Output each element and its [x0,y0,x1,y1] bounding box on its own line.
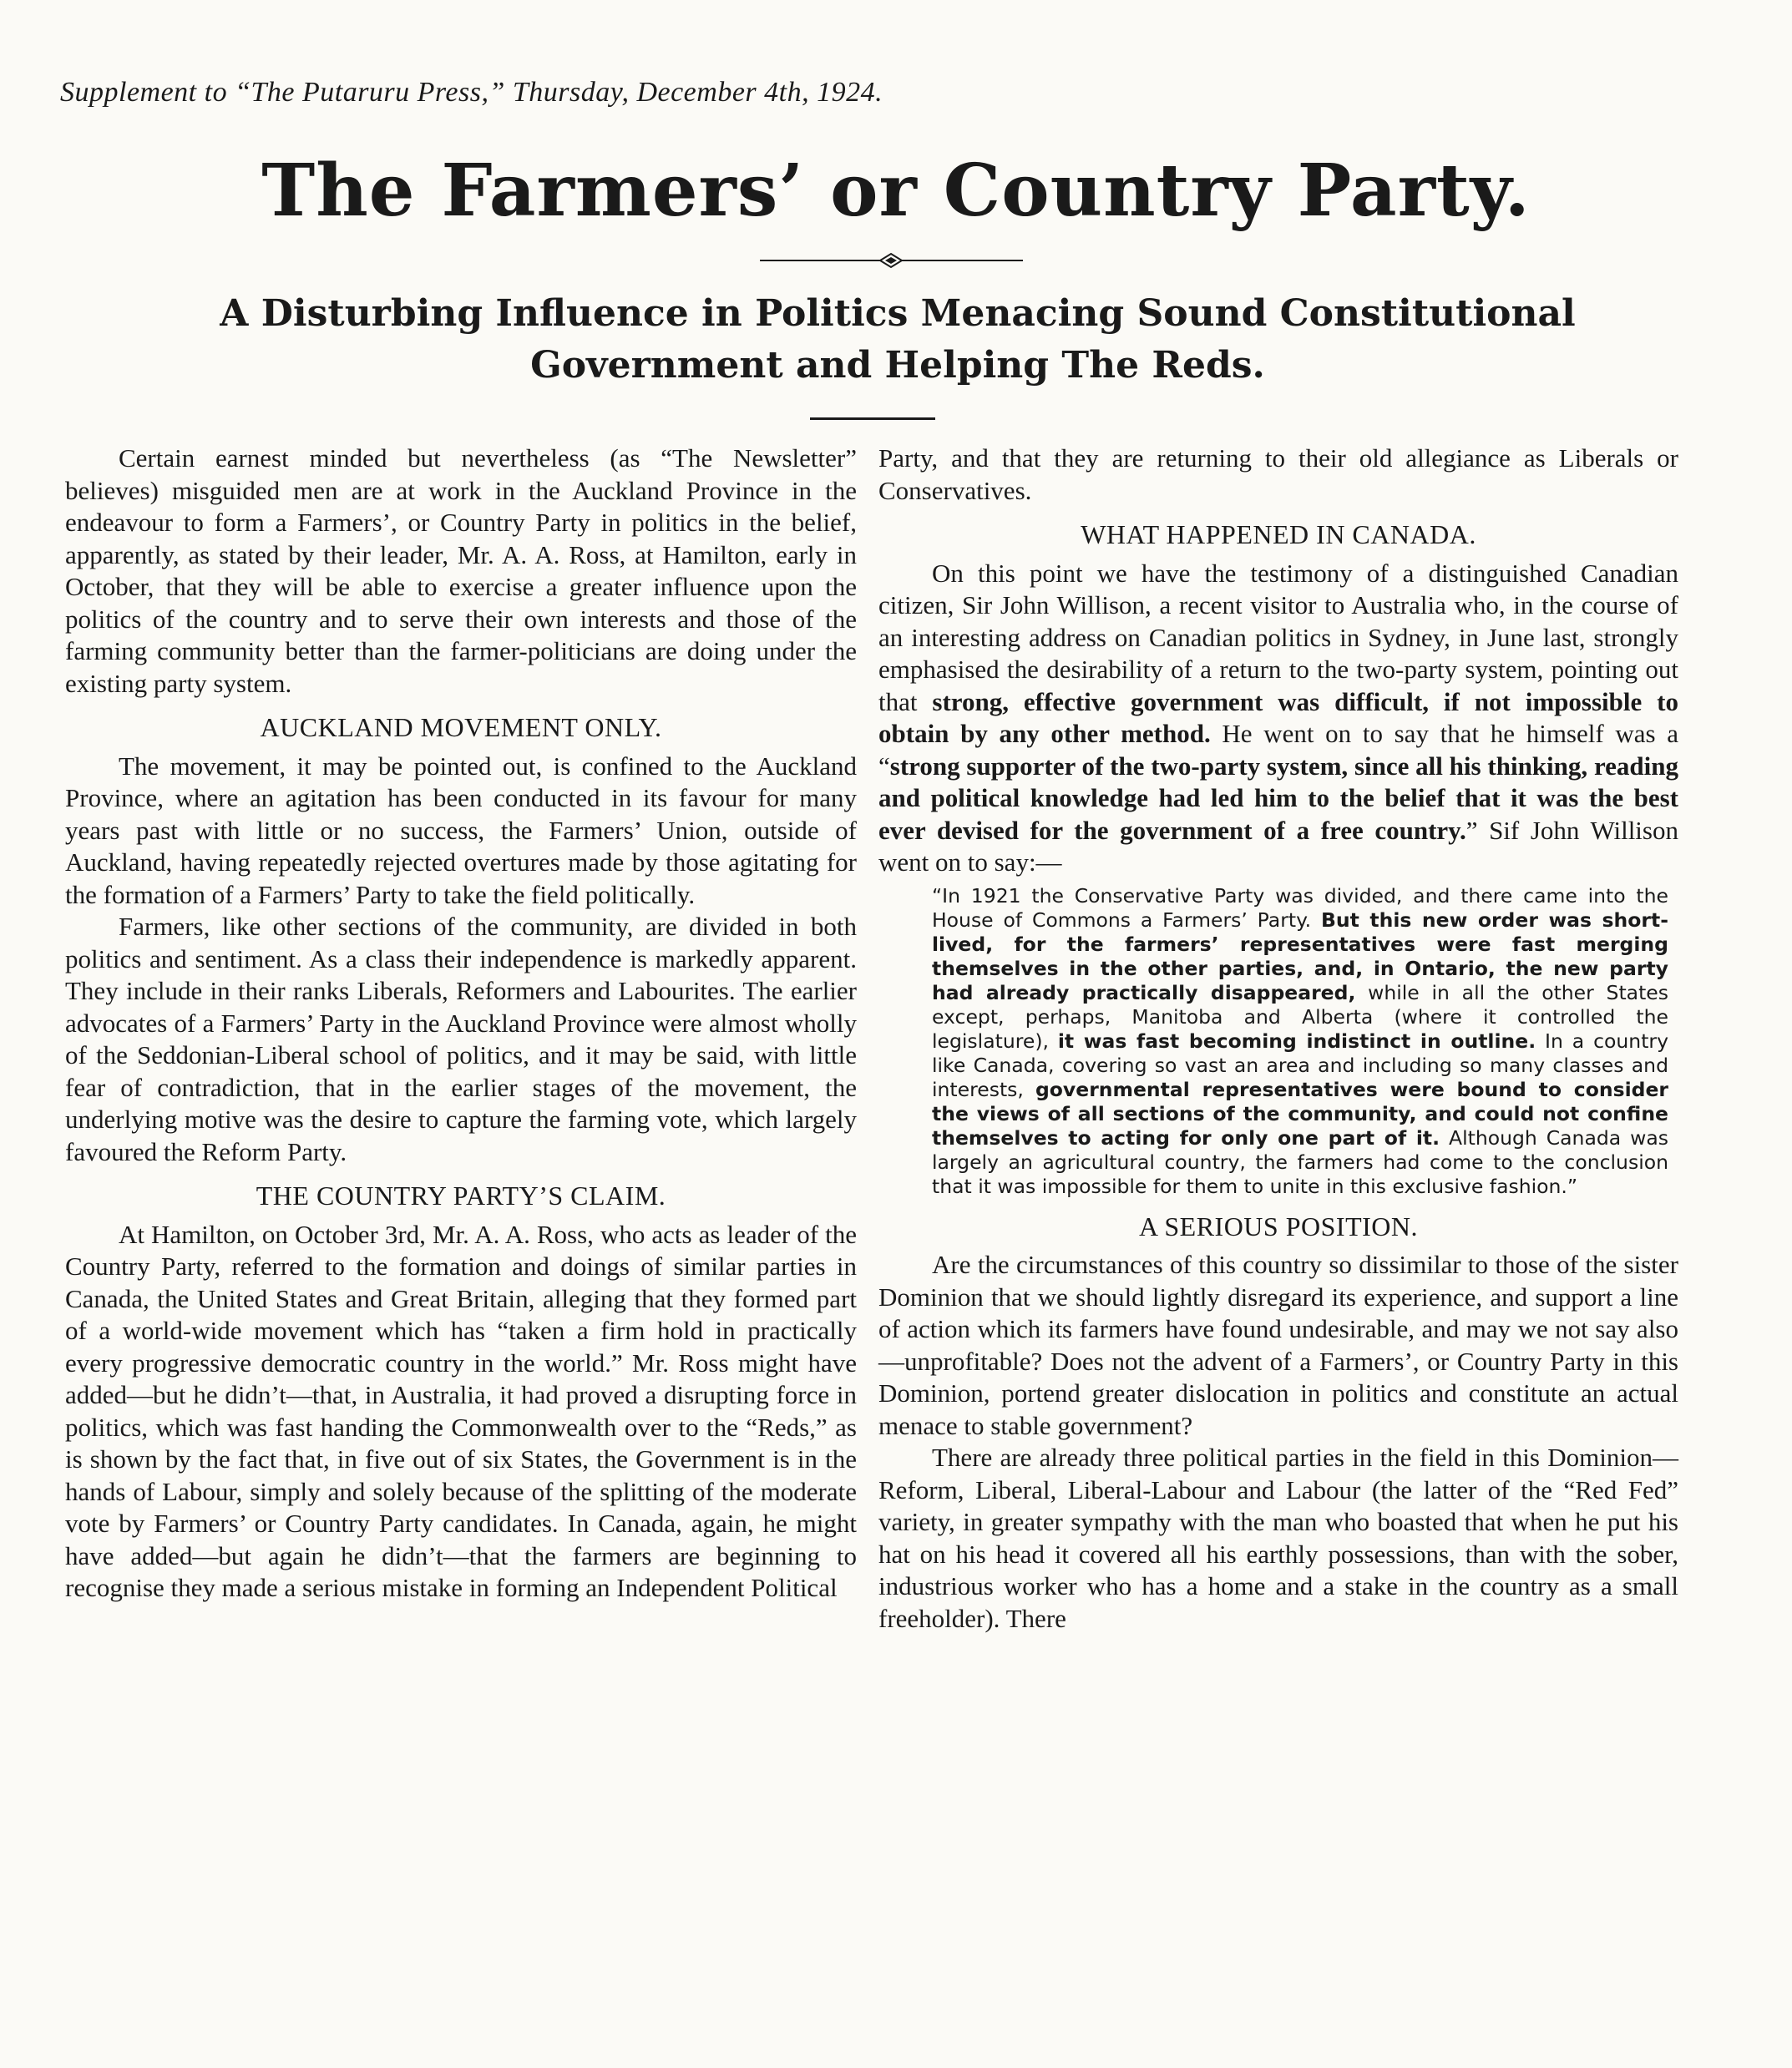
quote-run: In a country like Canada, covering so vast an area and including so many classes and interests, [932,1029,1668,1101]
text-run: On this point we have the testimony of a distinguished Canadian citizen, Sir John Willison, a recent visitor to Australia who, in the course of an interesting address on Canadian politics in Sydney, in June last, strongly emphasised the desirability of a return to the two-party system, pointing out that [878,558,1678,716]
rule-divider [810,417,935,420]
paragraph: At Hamilton, on October 3rd, Mr. A. A. Ross, who acts as leader of the Country Party, referred to the formation and doings of similar parties in Canada, the United States and Great Britain, alleging that they formed part of a world-wide movement which has “taken a firm hold in practically every progressive democratic country in the world.” Mr. Ross might have added—but he didn’t—that, in Australia, it had proved a disrupting force in politics, which was fast handing the Commonwealth over to the “Reds,” as is shown by the fact that, in five out of six States, the Government is in the hands of Labour, simply and solely because of the splitting of the moderate vote by Farmers’ or Country Party candidates. In Canada, again, he might have added—but again he didn’t—that the farmers are beginning to recognise they made a serious mistake in forming an Independent Political [65,1219,857,1602]
bold-text-run: strong, effective government was difficult, if not impossible to obtain by any other method. [878,686,1678,748]
paragraph: The movement, it may be pointed out, is confined to the Auckland Province, where an agitation has been conducted in its favour for many years past with little or no success, the Farmers’ Union, outside of Auckland, having repeatedly rejected overtures made by those agitating for the formation of a Farmers’ Party to take the field politically. [65,751,857,909]
section-heading: A SERIOUS POSITION. [1139,1211,1418,1241]
bold-text-run: strong supporter of the two-party system, since all his thinking, reading and political knowledge had led him to the belief that it was the best ever devised for the government of a free country. [878,751,1678,845]
left-column [65,442,857,1605]
paragraph: Certain earnest minded but nevertheless (as “The Newsletter” believes) misguided men are at work in the Auckland Province in the endeavour to form a Farmers’, or Country Party in politics in the belief, apparently, as stated by their leader, Mr. A. A. Ross, at Hamilton, early in October, that they will be able to exercise a greater influence upon the politics of the country and to serve their own interests and those of the farming community better than the farmer-politicians are doing under the existing party system. [65,443,857,698]
text-run: He went on to say that he himself was a “ [878,719,1678,781]
bold-quote-run: it was fast becoming indistinct in outline. [1057,1029,1536,1053]
section-heading: AUCKLAND MOVEMENT ONLY. [260,712,662,742]
paragraph: Party, and that they are returning to their old allegiance as Liberals or Conservatives. [878,443,1678,505]
paragraph [878,558,1678,879]
block-quote [932,884,1668,1199]
quote-run: “In 1921 the Conservative Party was divided, and there came into the House of Commons a Farmers’ Party. [932,883,1668,932]
page-title: The Farmers’ or Country Party. [261,149,1531,233]
paragraph: Are the circumstances of this country so dissimilar to those of the sister Dominion that we should lightly disregard its experience, and support a line of action which its farmers have found undesirable, and may we not say also—unprofitable? Does not the advent of a Farmers’, or Country Party in this Dominion, portend greater dislocation in politics and constitute an actual menace to stable government? [878,1250,1678,1440]
quote-run: while in all the other States except, perhaps, Manitoba and Alberta (where it controlled the legislature), [932,980,1668,1053]
subtitle-line-2: Government and Helping The Reds. [530,344,1265,387]
subtitle [92,288,1703,392]
supplement-line: Supplement to “The Putaruru Press,” Thursday, December 4th, 1924. [60,77,883,108]
subtitle-line-1: A Disturbing Influence in Politics Menacing Sound Constitutional [220,292,1576,335]
section-heading: WHAT HAPPENED IN CANADA. [1081,519,1476,549]
paragraph: There are already three political parties in the field in this Dominion—Reform, Liberal, Liberal-Labour and Labour (the latter of the “Red Fed” variety, in greater sympathy with the man who boasted that when he put his hat on his head it covered all his earthly possessions, than with the sober, industrious worker who has a home and a stake in the country as a small freeholder). There [878,1443,1678,1633]
quote-run: Although Canada was largely an agricultural country, the farmers had come to the conclusion that it was impossible for them to unite in this exclusive fashion.” [932,1125,1668,1198]
paragraph: Farmers, like other sections of the community, are divided in both politics and sentiment. As a class their independence is markedly apparent. They include in their ranks Liberals, Reformers and Labourites. The earlier advocates of a Farmers’ Party in the Auckland Province were almost wholly of the Seddonian-Liberal school of politics, and it may be said, with little fear of contradiction, that in the earlier stages of the movement, the underlying motive was the desire to capture the farming vote, which largely favoured the Reform Party. [65,912,857,1166]
diamond-ornament-icon [0,252,1792,269]
right-column [878,442,1678,1635]
bold-quote-run: governmental representatives were bound to consider the views of all sections of the community, and could not confine themselves to acting for only one part of it. [932,1077,1668,1150]
section-heading: THE COUNTRY PARTY’S CLAIM. [256,1181,666,1211]
bold-quote-run: But this new order was short-lived, for the farmers’ representatives were fast merging themselves in the other parties, and, in Ontario, the new party had already practically disappeared, [932,908,1668,1004]
text-run: ” Sif John Willison went on to say:— [878,815,1678,877]
